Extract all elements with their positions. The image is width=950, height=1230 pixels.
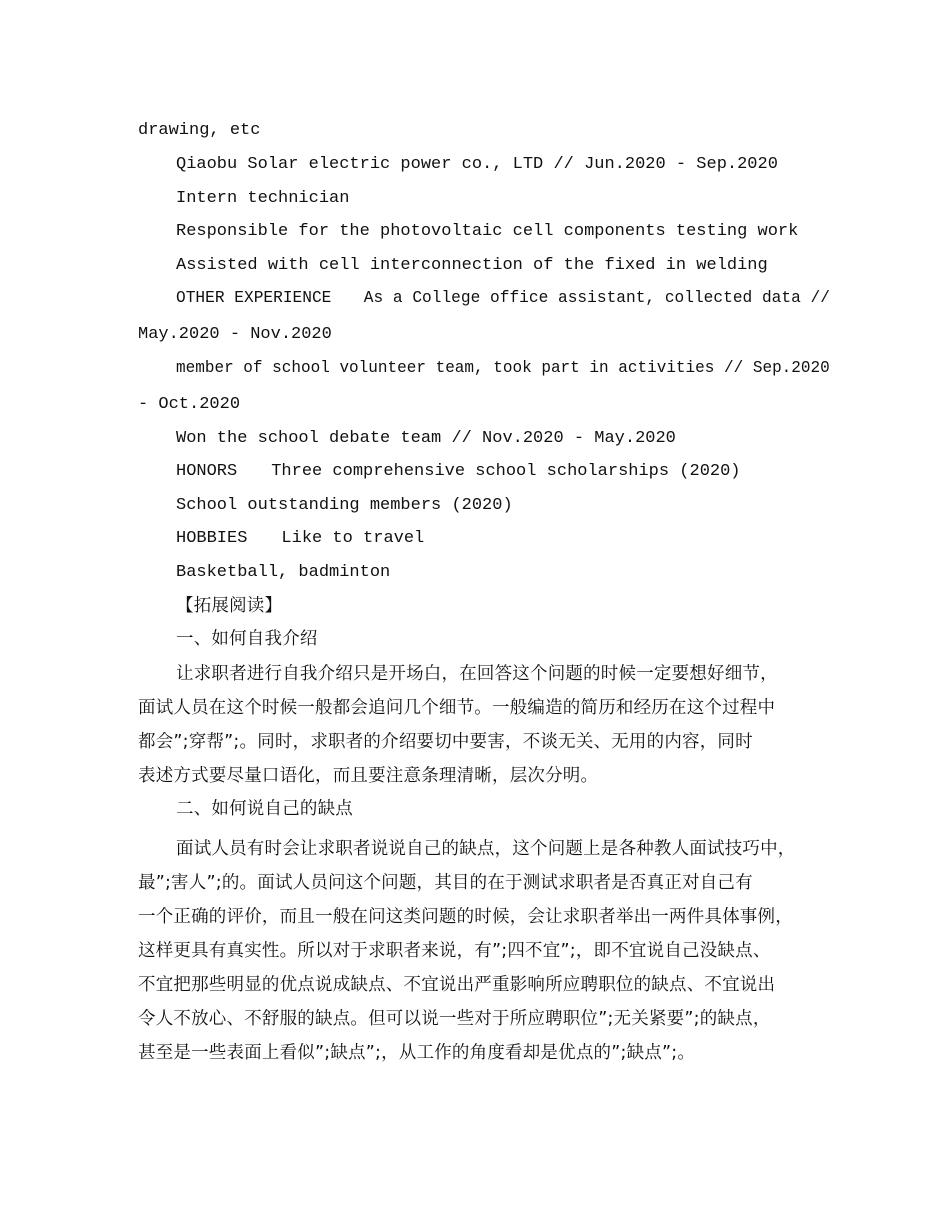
debate-line: Won the school debate team // Nov.2020 - May.2020 bbox=[176, 429, 676, 448]
volunteer-line: member of school volunteer team, took part in activities // Sep.2020 bbox=[176, 359, 830, 378]
resume-line-company: Qiaobu Solar electric power co., LTD // Jun.2020 - Sep.2020 bbox=[176, 155, 778, 174]
hobbies-line bbox=[176, 529, 424, 549]
section-1-line: 面试人员在这个时候一般都会追问几个细节。一般编造的简历和经历在这个过程中 bbox=[138, 698, 776, 718]
section-1-line: 都会”;穿帮”;。同时，求职者的介绍要切中要害，不谈无关、无用的内容，同时 bbox=[138, 732, 753, 752]
section-2-line: 不宜把那些明显的优点说成缺点、不宜说出严重影响所应聘职位的缺点、不宜说出 bbox=[138, 975, 776, 995]
other-experience-heading: OTHER EXPERIENCE bbox=[176, 289, 332, 308]
section-2-heading: 二、如何说自己的缺点 bbox=[176, 799, 353, 819]
section-1-line: 表述方式要尽量口语化，而且要注意条理清晰，层次分明。 bbox=[138, 766, 599, 786]
other-experience-item-1-dates: May.2020 - Nov.2020 bbox=[138, 325, 332, 344]
section-1-heading: 一、如何自我介绍 bbox=[176, 629, 318, 649]
extended-reading-title: 【拓展阅读】 bbox=[176, 596, 283, 616]
volunteer-line-dates: - Oct.2020 bbox=[138, 395, 241, 414]
hobbies-heading: HOBBIES bbox=[176, 529, 248, 548]
hobbies-item-2: Basketball, badminton bbox=[176, 563, 391, 582]
section-2-line: 甚至是一些表面上看似”;缺点”;，从工作的角度看却是优点的”;缺点”;。 bbox=[138, 1043, 696, 1063]
other-experience-line bbox=[176, 289, 830, 309]
honors-heading: HONORS bbox=[176, 462, 238, 481]
other-experience-item-1: As a College office assistant, collected data // bbox=[363, 289, 830, 308]
resume-line-responsibility: Responsible for the photovoltaic cell components testing work bbox=[176, 222, 799, 241]
section-2-line: 最”;害人”;的。面试人员问这个问题，其目的在于测试求职者是否真正对自己有 bbox=[138, 873, 753, 893]
section-2-line: 这样更具有真实性。所以对于求职者来说，有”;四不宜”;，即不宜说自己没缺点、 bbox=[138, 941, 771, 961]
resume-line-position: Intern technician bbox=[176, 189, 350, 208]
section-2-line: 令人不放心、不舒服的缺点。但可以说一些对于所应聘职位”;无关紧要”;的缺点， bbox=[138, 1009, 771, 1029]
honors-item-1: Three comprehensive school scholarships (2020) bbox=[271, 462, 741, 481]
section-2-line: 面试人员有时会让求职者说说自己的缺点，这个问题上是各种教人面试技巧中， bbox=[176, 839, 796, 859]
hobbies-item-1: Like to travel bbox=[281, 529, 425, 548]
resume-line-drawing: drawing, etc bbox=[138, 121, 261, 140]
section-1-line: 让求职者进行自我介绍只是开场白，在回答这个问题的时候一定要想好细节， bbox=[176, 664, 778, 684]
resume-line-assisted: Assisted with cell interconnection of the fixed in welding bbox=[176, 256, 768, 275]
honors-line bbox=[176, 462, 741, 482]
honors-item-2: School outstanding members (2020) bbox=[176, 496, 513, 515]
section-2-line: 一个正确的评价，而且一般在问这类问题的时候，会让求职者举出一两件具体事例， bbox=[138, 907, 793, 927]
